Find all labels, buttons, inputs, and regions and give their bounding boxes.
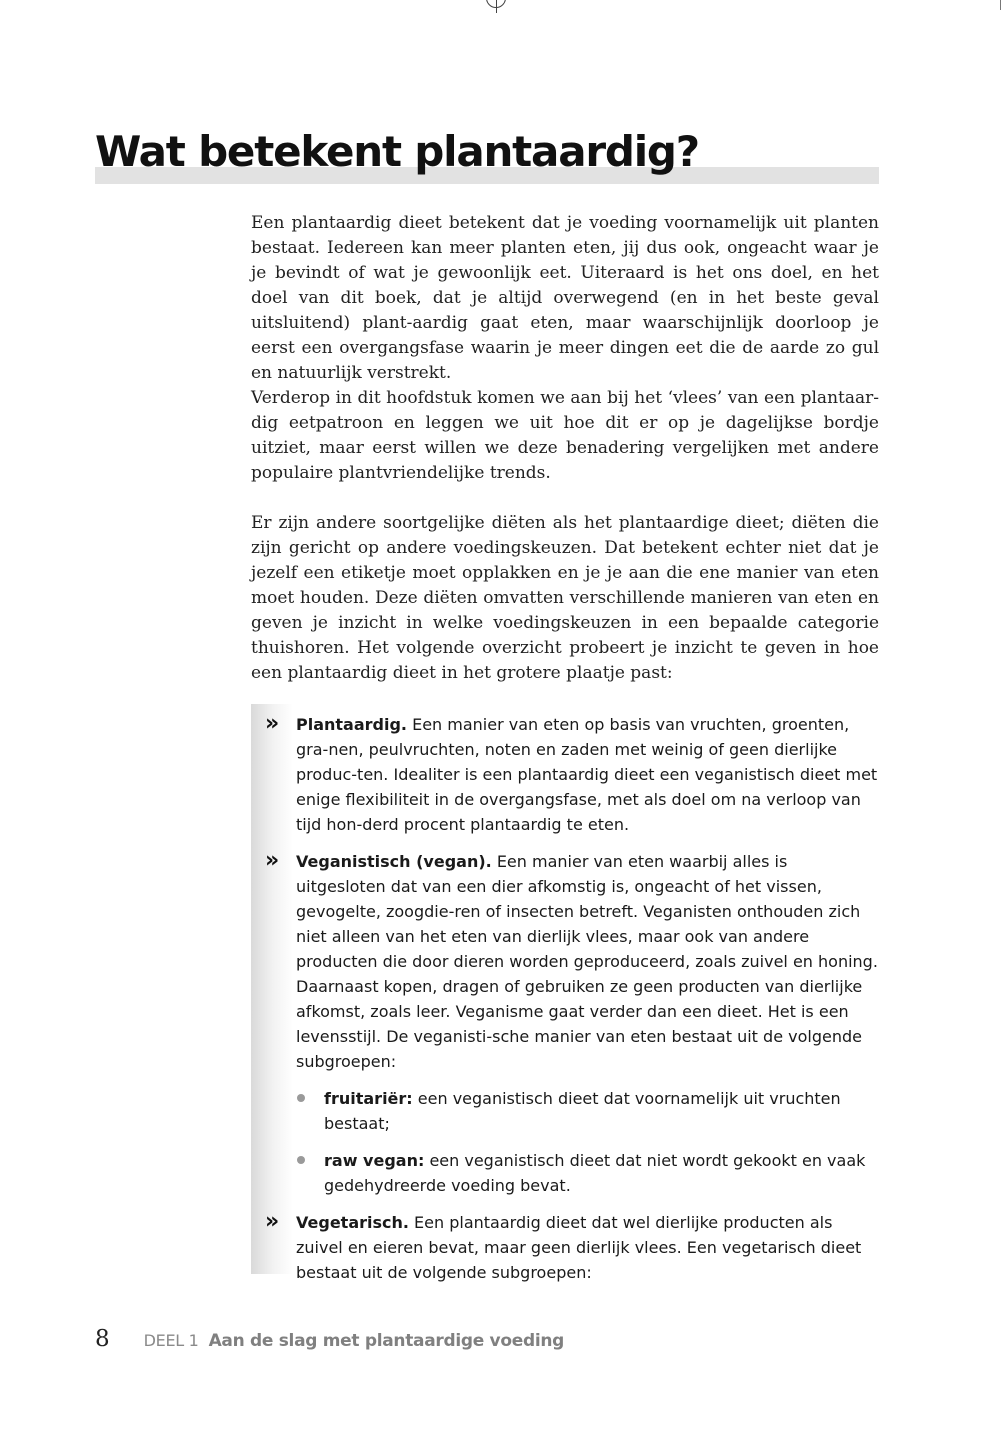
- registration-mark-icon: [486, 0, 506, 8]
- page-footer: [95, 1326, 564, 1352]
- definition-box: [251, 704, 879, 1282]
- double-chevron-icon: »: [265, 848, 280, 873]
- subgroup-term: fruitariër:: [324, 1089, 413, 1108]
- definition-list: [265, 712, 879, 1297]
- double-chevron-icon: »: [265, 1209, 280, 1234]
- crop-mark: [1000, 0, 1001, 10]
- subgroup-text: een veganistisch dieet dat niet wordt gekookt en vaak gedehydreerde voeding bevat.: [324, 1151, 866, 1195]
- subgroup-list: [296, 1086, 879, 1198]
- page-number: 8: [95, 1326, 110, 1352]
- definition-term: Vegetarisch.: [296, 1213, 409, 1232]
- definition-term: Veganistisch (vegan).: [296, 852, 492, 871]
- definition-item-plantaardig: [265, 712, 879, 837]
- body-paragraph-2: Verderop in dit hoofdstuk komen we aan bij het ‘vlees’ van een plantaar-dig eetpatroon en leggen we uit hoe dit er op je dagelijkse bordje uitziet, maar eerst willen we deze benadering vergelijken met andere populaire plantvriendelijke trends.: [251, 388, 879, 483]
- bullet-dot-icon: [297, 1094, 305, 1102]
- page-title: Wat betekent plantaardig?: [95, 127, 699, 176]
- double-chevron-icon: »: [265, 711, 280, 736]
- body-paragraph-1: Een plantaardig dieet betekent dat je voeding voornamelijk uit planten bestaat. Iedereen kan meer planten eten, jij dus ook, ongeacht waar je je bevindt of wat je gewoonlijk eet. Uiteraard is het ons doel, en het doel van dit boek, dat je altijd overwegend (en in het beste geval uitsluitend) plant-aardig gaat eten, maar waarschijnlijk doorloop je eerst een overgangsfase waarin je meer dingen eet die de aarde zo gul en natuurlijk verstrekt.: [251, 213, 879, 383]
- body-paragraph-3: Er zijn andere soortgelijke diëten als het plantaardige dieet; diëten die zijn gericht op andere voedingskeuzen. Dat betekent echter niet dat je jezelf een etiketje moet opplakken en je je aan die ene manier van eten moet houden. Deze diëten omvatten verschillende manieren van eten en geven je inzicht in welke voedingskeuzen in een bepaalde categorie thuishoren. Het volgende overzicht probeert je inzicht te geven in hoe een plantaardig dieet in het grotere plaatje past:: [251, 513, 879, 683]
- part-label: DEEL 1: [143, 1331, 199, 1350]
- definition-text: Een manier van eten waarbij alles is uitgesloten dat van een dier afkomstig is, ongeacht of het vissen, gevogelte, zoogdie-ren of insecten betreft. Veganisten onthouden zich niet alleen van het eten van dierlijk vlees, maar ook van andere producten die door dieren worden geproduceerd, zoals zuivel en honing. Daarnaast kopen, dragen of gebruiken ze geen producten van dierlijke afkomst, zoals leer. Veganisme gaat verder dan een dieet. Het is een levensstijl. De veganisti-sche manier van eten bestaat uit de volgende subgroepen:: [296, 852, 878, 1071]
- subgroup-item-fruitarier: [296, 1086, 879, 1136]
- bullet-dot-icon: [297, 1156, 305, 1164]
- definition-term: Plantaardig.: [296, 715, 407, 734]
- definition-text: Een manier van eten op basis van vruchten, groenten, gra-nen, peulvruchten, noten en zaden met weinig of geen dierlijke produc-ten. Idealiter is een plantaardig dieet een veganistisch dieet met enige flexibiliteit in de overgangsfase, met als doel om na verloop van tijd hon-derd procent plantaardig te eten.: [296, 715, 878, 834]
- definition-item-vegetarisch: [265, 1210, 879, 1285]
- subgroup-term: raw vegan:: [324, 1151, 425, 1170]
- part-title: Aan de slag met plantaardige voeding: [208, 1331, 565, 1351]
- definition-item-veganistisch: [265, 849, 879, 1198]
- definition-text: Een plantaardig dieet dat wel dierlijke producten als zuivel en eieren bevat, maar geen dierlijk vlees. Een vegetarisch dieet bestaat uit de volgende subgroepen:: [296, 1213, 862, 1282]
- subgroup-text: een veganistisch dieet dat voornamelijk uit vruchten bestaat;: [324, 1089, 841, 1133]
- subgroup-item-raw-vegan: [296, 1148, 879, 1198]
